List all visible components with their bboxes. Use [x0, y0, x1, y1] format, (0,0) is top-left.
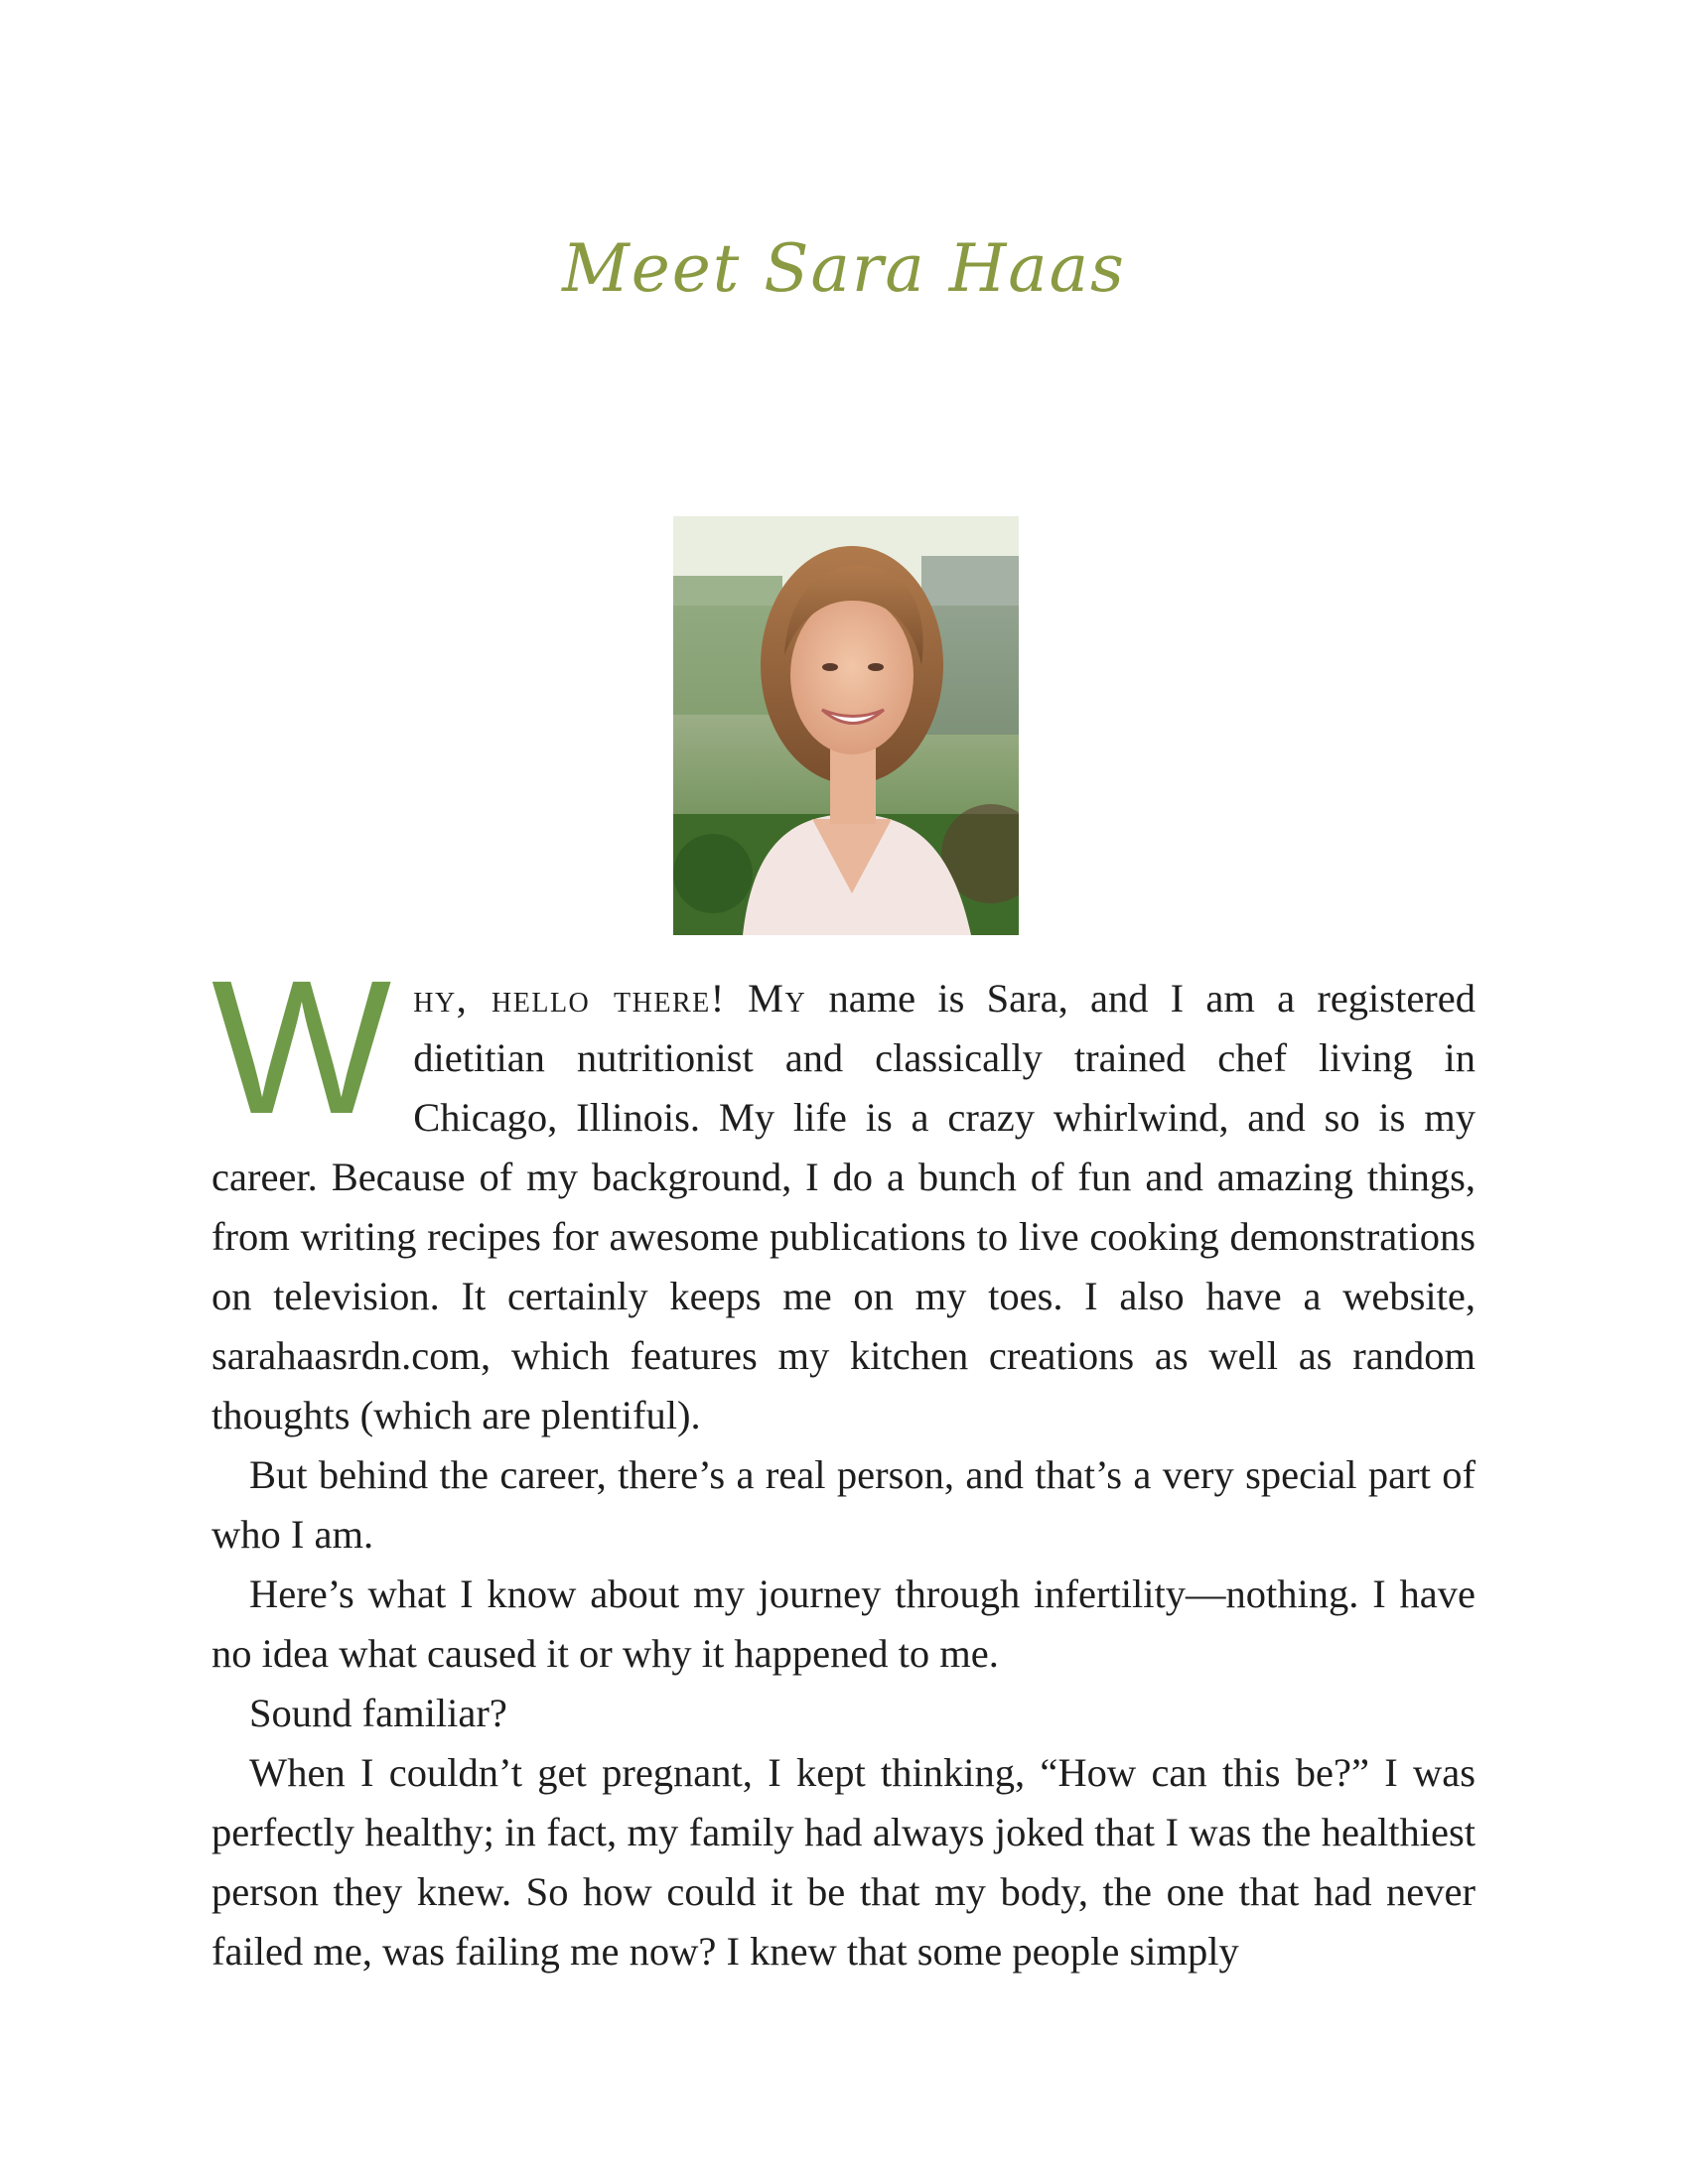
author-portrait-photo: [673, 516, 1019, 935]
paragraph-4: Sound familiar?: [249, 1691, 507, 1735]
lead-in-smallcaps: hy, hello there!: [413, 976, 726, 1021]
page-title: Meet Sara Haas: [562, 230, 1126, 307]
paragraph-3: Here’s what I know about my journey through infertility—nothing. I have no idea what caused it or why it happened to me.: [211, 1571, 1476, 1676]
lead-in-word: My: [747, 976, 807, 1021]
intro-paragraph-text: name is Sara, and I am a registered dietitian nutritionist and classically trained chef living in Chicago, Illinois. My life is a crazy whirlwind, and so is my career. Because of my background, I do a bunch of fun and amazing things, from writing recipes for awesome publications to live cooking demonstrations on television. It certainly keeps me on my toes. I also have a website, sarahaasrdn.com, which features my kitchen creations as well as random thoughts (which are plentiful).: [211, 976, 1477, 1437]
intro-paragraph: [211, 940, 1477, 1445]
paragraph-5: When I couldn’t get pregnant, I kept thinking, “How can this be?” I was perfectly healthy; in fact, my family had always joked that I was the healthiest person they knew. So how could it be that my body, the one that had never failed me, was failing me now? I knew that some people simply: [211, 1750, 1476, 1974]
drop-cap-letter: W: [211, 940, 392, 1154]
biography-text: [211, 940, 1477, 1981]
portrait-photo-icon: [673, 516, 1019, 935]
paragraph-2: But behind the career, there’s a real person, and that’s a very special part of who I am.: [211, 1452, 1476, 1557]
